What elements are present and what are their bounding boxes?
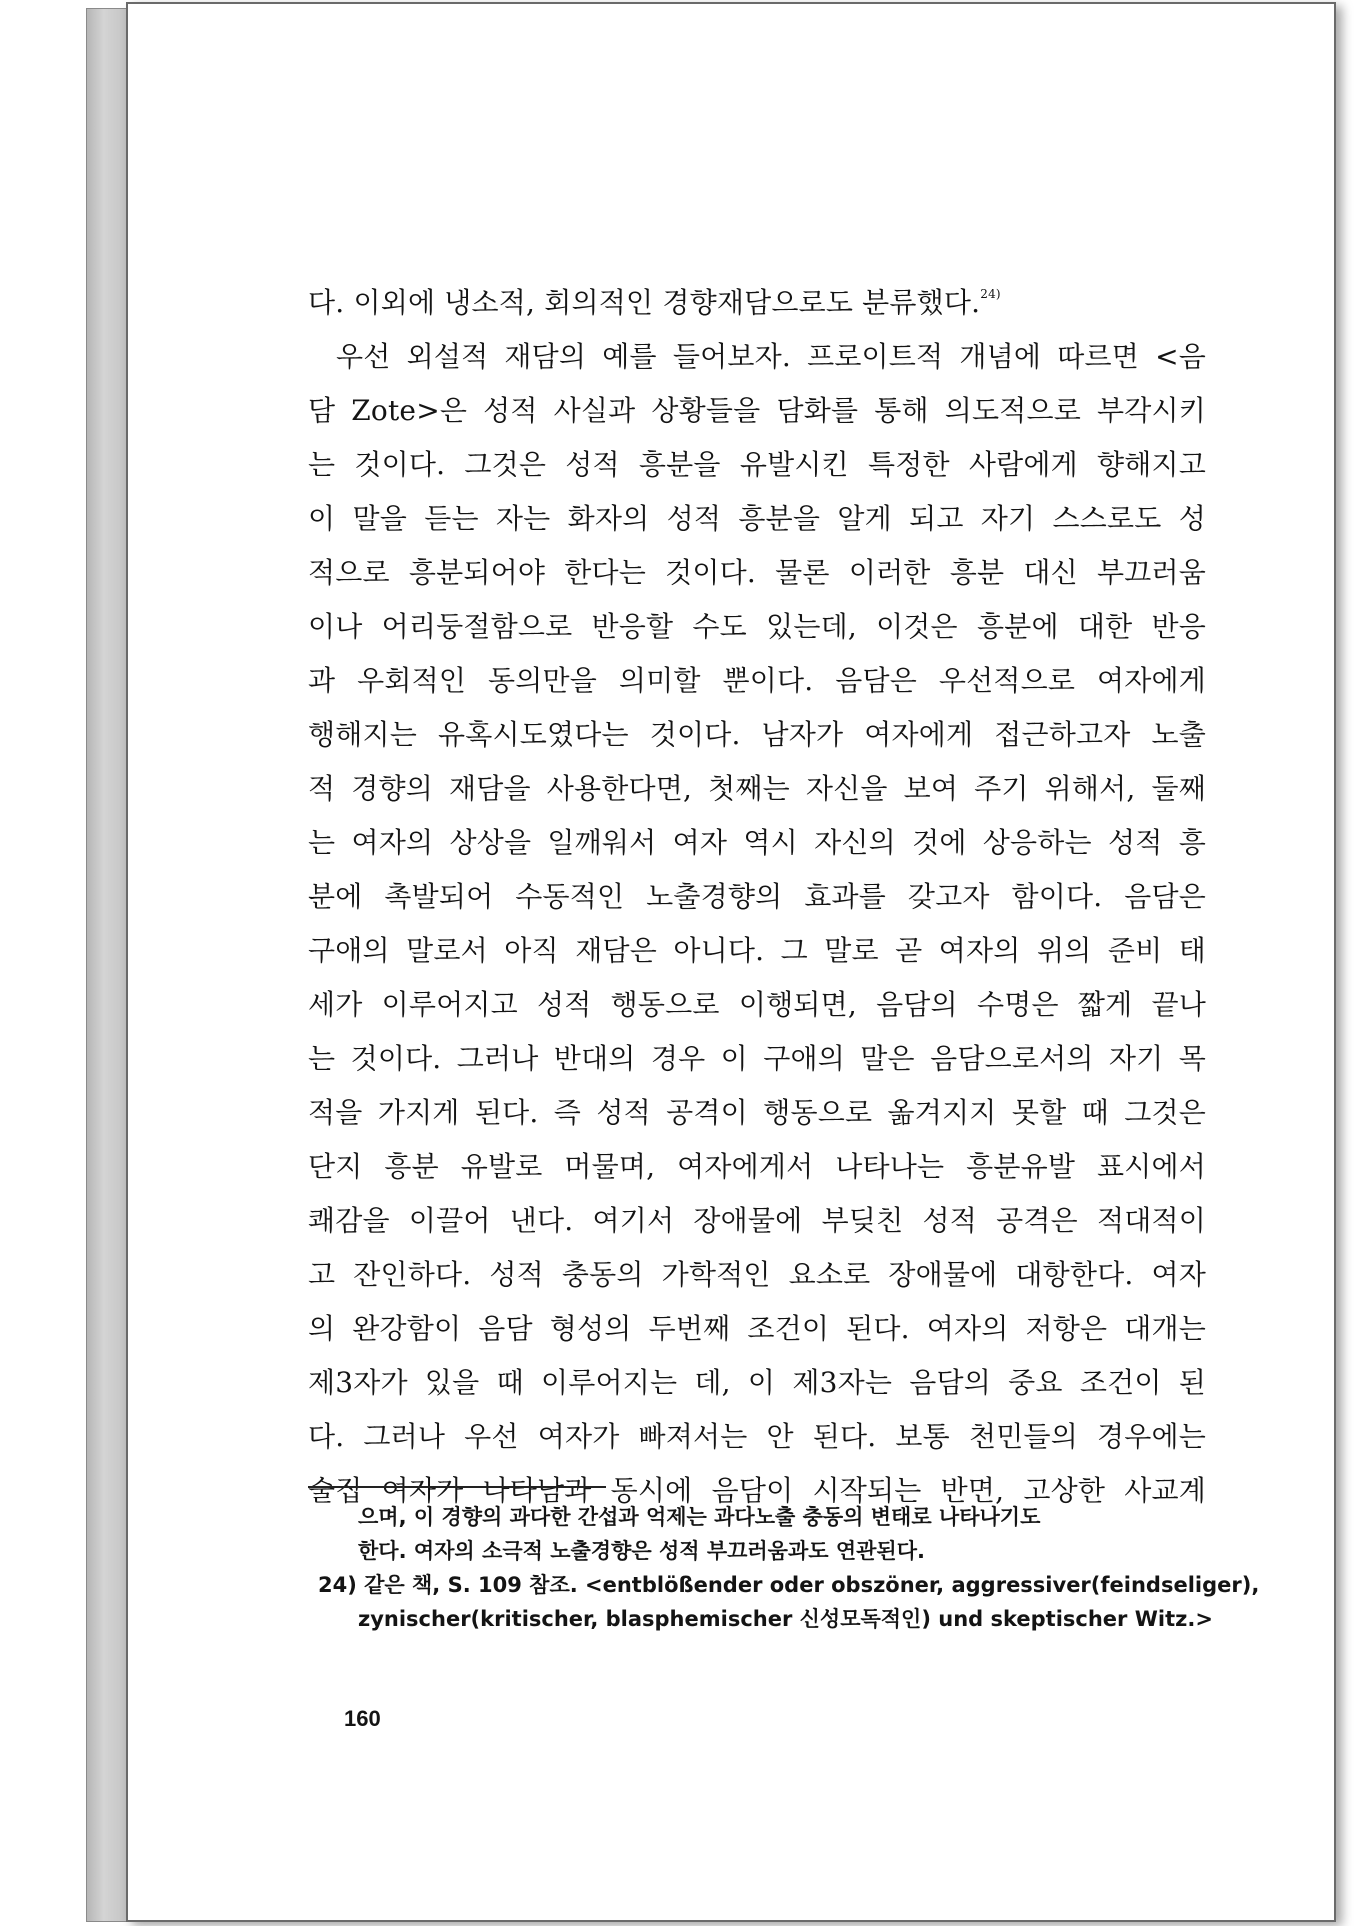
page-number: 160 <box>344 1706 381 1731</box>
body-line: 술집 여자가 나타남과 동시에 음담이 시작되는 반면, 고상한 사교계 <box>308 1474 1206 1507</box>
body-line: 세가 이루어지고 성적 행동으로 이행되면, 음담의 수명은 짧게 끝나 <box>308 988 1206 1021</box>
body-line: 행해지는 유혹시도였다는 것이다. 남자가 여자에게 접근하고자 노출 <box>308 718 1206 751</box>
body-line: 담 Zote>은 성적 사실과 상황들을 담화를 통해 의도적으로 부각시키 <box>308 394 1206 427</box>
body-line: 다. 이외에 냉소적, 회의적인 경향재담으로도 분류했다.$^{24)}$ <box>308 286 1001 319</box>
body-line: 적을 가지게 된다. 즉 성적 공격이 행동으로 옮겨지지 못할 때 그것은 <box>308 1096 1206 1129</box>
body-line: 는 여자의 상상을 일깨워서 여자 역시 자신의 것에 상응하는 성적 흥 <box>308 826 1206 859</box>
body-line: 이 말을 듣는 자는 화자의 성적 흥분을 알게 되고 자기 스스로도 성 <box>308 502 1206 535</box>
body-line: 이나 어리둥절함으로 반응할 수도 있는데, 이것은 흥분에 대한 반응 <box>308 610 1206 643</box>
body-line: 쾌감을 이끌어 낸다. 여기서 장애물에 부딪친 성적 공격은 적대적이 <box>308 1204 1206 1237</box>
book-spine <box>86 8 130 1922</box>
body-line: 구애의 말로서 아직 재담은 아니다. 그 말로 곧 여자의 위의 준비 태 <box>308 934 1206 967</box>
body-line: 고 잔인하다. 성적 충동의 가학적인 요소로 장애물에 대항한다. 여자 <box>308 1258 1206 1291</box>
footnote-line: 한다. 여자의 소극적 노출경향은 성적 부끄러움과도 연관된다. <box>358 1539 925 1563</box>
body-line: 제3자가 있을 때 이루어지는 데, 이 제3자는 음담의 중요 조건이 된 <box>308 1366 1206 1399</box>
footnote-line: zynischer(kritischer, blasphemischer 신성모독적인) und skeptischer Witz.> <box>358 1607 1213 1631</box>
footnote-line: 으며, 이 경향의 과다한 간섭과 억제는 과다노출 충동의 변태로 나타나기도 <box>358 1505 1041 1529</box>
footnote-divider <box>308 1486 606 1488</box>
body-line: 적 경향의 재담을 사용한다면, 첫째는 자신을 보여 주기 위해서, 둘째 <box>308 772 1206 805</box>
body-line: 다. 그러나 우선 여자가 빠져서는 안 된다. 보통 천민들의 경우에는 <box>308 1420 1206 1453</box>
body-line: 우선 외설적 재담의 예를 들어보자. 프로이트적 개념에 따르면 <음 <box>336 340 1206 373</box>
body-line: 과 우회적인 동의만을 의미할 뿐이다. 음담은 우선적으로 여자에게 <box>308 664 1206 697</box>
footnote-number: 24) <box>318 1573 357 1597</box>
body-line: 분에 촉발되어 수동적인 노출경향의 효과를 갖고자 함이다. 음담은 <box>308 880 1206 913</box>
footnotes <box>308 1500 1260 1636</box>
body-line: 단지 흥분 유발로 머물며, 여자에게서 나타나는 흥분유발 표시에서 <box>308 1150 1206 1183</box>
footnote-24 <box>308 1568 1260 1602</box>
body-line: 는 것이다. 그러나 반대의 경우 이 구애의 말은 음담으로서의 자기 목 <box>308 1042 1206 1075</box>
footnote-reference[interactable]: 24) <box>980 287 1001 301</box>
body-line: 는 것이다. 그것은 성적 흥분을 유발시킨 특정한 사람에게 향해지고 <box>308 448 1206 481</box>
body-line: 의 완강함이 음담 형성의 두번째 조건이 된다. 여자의 저항은 대개는 <box>308 1312 1206 1345</box>
body-text <box>308 276 1206 1518</box>
body-line: 적으로 흥분되어야 한다는 것이다. 물론 이러한 흥분 대신 부끄러움 <box>308 556 1206 589</box>
footnote-text: 같은 책, S. 109 참조. <entblößender oder obszöner, aggressiver(feindseliger), <box>364 1573 1260 1597</box>
